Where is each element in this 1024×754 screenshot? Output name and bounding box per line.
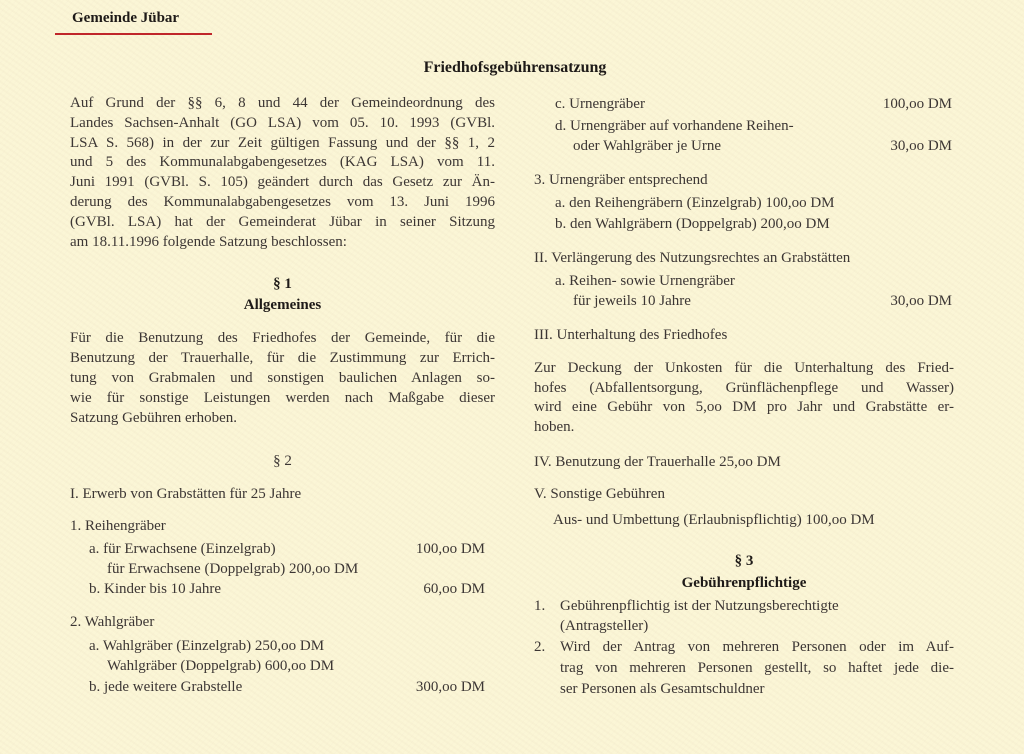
list-item: für Erwachsene (Doppelgrab) 200,oo DM <box>107 561 359 577</box>
list-item: b. Kinder bis 10 Jahre <box>89 581 222 597</box>
paragraph-line: hoben. <box>534 419 575 435</box>
list-item: d. Urnengräber auf vorhandene Reihen- <box>555 118 794 134</box>
intro-line: (GVBl. LSA) hat der Gemeinderat Jübar in seiner Sitzung <box>70 213 495 230</box>
fee-amount: 100,oo DM <box>415 541 485 557</box>
intro-line: Auf Grund der §§ 6, 8 und 44 der Gemeindeordnung des <box>70 95 495 111</box>
list-heading: 2. Wahlgräber <box>70 614 155 630</box>
list-item: b. jede weitere Grabstelle <box>89 679 243 695</box>
list-item: Wahlgräber (Doppelgrab) 600,oo DM <box>107 658 335 674</box>
intro-line: LSA S. 568) in der zur Zeit gültigen Fassung und der §§ 1, 2 <box>70 134 495 151</box>
paragraph-line: hofes (Abfallentsorgung, Grünflächenpflege und Wasser) <box>534 379 954 396</box>
list-number: 2. <box>534 639 546 655</box>
section-number: § 3 <box>734 553 754 569</box>
document-title: Friedhofsgebührensatzung <box>423 59 607 76</box>
list-number: 1. <box>534 598 546 614</box>
list-heading: 1. Reihengräber <box>70 518 166 534</box>
intro-line: Juni 1991 (GVBl. S. 105) geändert durch das Gesetz zur Än- <box>70 174 495 191</box>
paragraph-line: wird eine Gebühr von 5,oo DM pro Jahr und Grabstätte er- <box>534 399 954 416</box>
fee-amount: 100,oo DM <box>882 96 952 112</box>
list-item: a. den Reihengräbern (Einzelgrab) 100,oo DM <box>555 195 835 211</box>
intro-line: und 5 des Kommunalabgabengesetzes (KAG LSA) vom 11. <box>70 154 495 171</box>
paragraph-line: Benutzung der Trauerhalle, für die Zustimmung zur Errich- <box>70 350 495 366</box>
section-number: § 1 <box>273 276 292 292</box>
fee-amount: 60,oo DM <box>423 581 485 597</box>
intro-line: derung des Kommunalabgabengesetzes vom 13. Juni 1996 <box>70 194 495 210</box>
list-item: Wird der Antrag von mehreren Personen oder im Auf- <box>560 639 954 655</box>
intro-line: Landes Sachsen-Anhalt (GO LSA) vom 05. 10. 1993 (GVBl. <box>70 114 495 131</box>
paragraph-line: tung von Grabmalen und sonstigen baulichen Anlagen so- <box>70 370 495 386</box>
list-item: trag von mehreren Personen gestellt, so haftet jede die- <box>560 660 954 676</box>
list-heading: III. Unterhaltung des Friedhofes <box>534 327 728 343</box>
paragraph-line: Für die Benutzung des Friedhofes der Gemeinde, für die <box>70 330 495 346</box>
list-item: (Antragsteller) <box>560 618 649 634</box>
list-item: oder Wahlgräber je Urne <box>573 138 722 154</box>
list-item: c. Urnengräber <box>555 96 645 112</box>
list-item: Gebührenpflichtig ist der Nutzungsberechtigte <box>560 598 839 614</box>
section-heading: Gebührenpflichtige <box>681 575 807 591</box>
fee-amount: 30,oo DM <box>890 138 952 154</box>
list-item: ser Personen als Gesamtschuldner <box>560 681 765 697</box>
fee-amount: 300,oo DM <box>415 679 485 695</box>
paragraph-line: Zur Deckung der Unkosten für die Unterhaltung des Fried- <box>534 360 954 376</box>
list-item: b. den Wahlgräbern (Doppelgrab) 200,oo DM <box>555 216 830 232</box>
municipality-header: Gemeinde Jübar <box>72 10 180 26</box>
list-item: a. Reihen- sowie Urnengräber <box>555 273 735 289</box>
list-heading: I. Erwerb von Grabstätten für 25 Jahre <box>70 486 302 502</box>
section-heading: Allgemeines <box>243 297 322 313</box>
fee-amount: 30,oo DM <box>890 293 952 309</box>
header-underline <box>55 33 212 35</box>
section-number: § 2 <box>273 453 292 469</box>
intro-line: am 18.11.1996 folgende Satzung beschlossen: <box>70 233 347 250</box>
list-heading: V. Sonstige Gebühren <box>534 486 665 502</box>
list-heading: IV. Benutzung der Trauerhalle 25,oo DM <box>534 454 781 470</box>
list-heading: II. Verlängerung des Nutzungsrechtes an Grabstätten <box>534 250 851 266</box>
paragraph-line: wie für sonstige Leistungen werden nach Maßgabe dieser <box>70 390 495 406</box>
list-item: für jeweils 10 Jahre <box>573 293 691 309</box>
list-heading: 3. Urnengräber entsprechend <box>534 172 708 188</box>
paragraph-line: Satzung Gebühren erhoben. <box>70 410 238 426</box>
list-item: a. Wahlgräber (Einzelgrab) 250,oo DM <box>89 638 325 654</box>
list-item: Aus- und Umbettung (Erlaubnispflichtig) 100,oo DM <box>553 512 875 528</box>
list-item: a. für Erwachsene (Einzelgrab) <box>89 541 276 557</box>
